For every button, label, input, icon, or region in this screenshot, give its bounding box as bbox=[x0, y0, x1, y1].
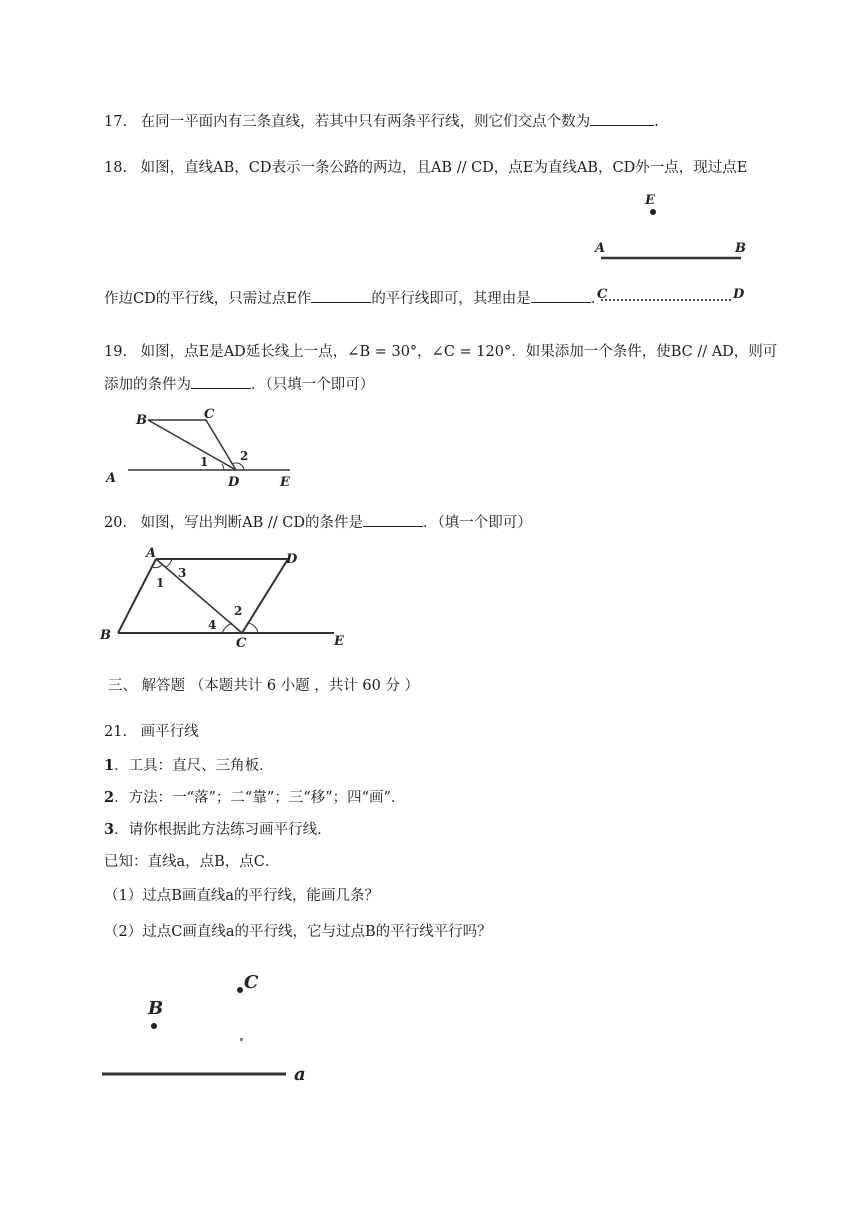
item-text: ．请你根据此方法练习画平行线． bbox=[114, 822, 332, 838]
q21-figure bbox=[98, 962, 328, 1092]
angle-4-label: 4 bbox=[208, 618, 217, 632]
question-number: 18. bbox=[104, 160, 128, 176]
label-E: E bbox=[280, 475, 290, 490]
label-C: C bbox=[597, 287, 608, 302]
label-D: D bbox=[733, 287, 745, 302]
label-E: E bbox=[645, 193, 655, 208]
item-number: 3 bbox=[104, 821, 115, 838]
question-21-title-line bbox=[104, 722, 199, 742]
question-19-line-1 bbox=[104, 342, 777, 362]
label-A: A bbox=[146, 546, 157, 561]
angle-3-arc bbox=[166, 559, 172, 567]
angle-2-label: 2 bbox=[234, 604, 243, 618]
item-text: ．方法：一“落”；二“靠”；三“移”；四“画”． bbox=[114, 790, 406, 806]
question-number: 19. bbox=[104, 344, 128, 360]
question-19-line-2 bbox=[104, 374, 374, 395]
angle-2-label: 2 bbox=[240, 449, 249, 463]
q21-subquestion-2: （2）过点C画直线a的平行线，它与过点B的平行线平行吗？ bbox=[104, 924, 492, 940]
angle-3-label: 3 bbox=[178, 566, 187, 580]
line-AC bbox=[156, 559, 242, 633]
point-C bbox=[237, 987, 243, 993]
question-number: 21. bbox=[104, 724, 128, 740]
label-E: E bbox=[334, 634, 344, 649]
question-18-line-2 bbox=[104, 288, 595, 309]
q21-item-3 bbox=[104, 820, 332, 840]
question-text: 在同一平面内有三条直线，若其中只有两条平行线，则它们交点个数为 bbox=[140, 114, 591, 130]
q21-given: 已知：直线a，点B，点C． bbox=[104, 854, 280, 870]
label-A: A bbox=[595, 241, 606, 256]
point-E bbox=[650, 209, 656, 215]
answer-blank[interactable] bbox=[590, 111, 654, 126]
label-B: B bbox=[735, 241, 746, 256]
label-B: B bbox=[148, 998, 164, 1019]
angle-4-arc bbox=[222, 623, 232, 633]
question-number: 17. bbox=[104, 114, 128, 130]
question-text: ．（只填一个即可） bbox=[251, 377, 375, 393]
answer-blank-2[interactable] bbox=[531, 288, 591, 303]
item-number: 2 bbox=[104, 789, 115, 806]
question-20 bbox=[104, 512, 532, 533]
q19-figure bbox=[100, 402, 310, 492]
q21-item-2 bbox=[104, 788, 405, 808]
question-text: 作边CD的平行线，只需过点E作 bbox=[104, 291, 312, 307]
q18-figure bbox=[585, 188, 755, 308]
question-text: 如图，点E是AD延长线上一点，∠B = 30°，∠C = 120°．如果添加一个条件，使BC // AD，则可 bbox=[140, 344, 778, 360]
label-A: A bbox=[106, 471, 117, 486]
line-AB bbox=[118, 559, 156, 633]
q20-figure bbox=[98, 543, 358, 651]
label-C: C bbox=[244, 972, 259, 993]
small-mark bbox=[240, 1038, 243, 1041]
label-C: C bbox=[204, 407, 215, 422]
label-D: D bbox=[228, 475, 240, 490]
question-title: 画平行线 bbox=[140, 724, 199, 740]
label-C: C bbox=[236, 636, 247, 651]
angle-1-label: 1 bbox=[200, 455, 209, 469]
question-text: 如图，直线AB，CD表示一条公路的两边，且AB // CD，点E为直线AB，CD外一点，现过点E bbox=[140, 160, 748, 176]
answer-blank[interactable] bbox=[191, 374, 251, 389]
angle-1-arc bbox=[222, 464, 224, 470]
label-B: B bbox=[100, 628, 111, 643]
question-text: 添加的条件为 bbox=[104, 377, 191, 393]
item-number: 1 bbox=[104, 757, 115, 774]
question-text: 的平行线即可，其理由是 bbox=[371, 291, 531, 307]
angle-1-label: 1 bbox=[156, 576, 165, 590]
answer-blank-1[interactable] bbox=[311, 288, 371, 303]
item-text: ．工具：直尺、三角板． bbox=[114, 758, 274, 774]
label-a: a bbox=[294, 1064, 306, 1085]
line-CD bbox=[206, 420, 236, 470]
q21-subquestion-1: （1）过点B画直线a的平行线，能画几条？ bbox=[104, 888, 380, 904]
question-18-line-1 bbox=[104, 158, 747, 178]
question-end: . bbox=[654, 114, 659, 130]
label-B: B bbox=[136, 413, 147, 428]
line-BD bbox=[148, 420, 236, 470]
point-B bbox=[151, 1023, 157, 1029]
angle-2-arc bbox=[248, 623, 258, 633]
section-heading: 三、 解答题 （本题共计 6 小题 ，共计 60 分 ） bbox=[108, 678, 420, 694]
question-text: ．（填一个即可） bbox=[422, 515, 532, 531]
question-number: 20. bbox=[104, 515, 128, 531]
label-D: D bbox=[286, 552, 298, 567]
line-DC bbox=[242, 559, 288, 633]
question-end: . bbox=[590, 291, 596, 307]
question-text: 如图，写出判断AB // CD的条件是 bbox=[140, 515, 363, 531]
question-17 bbox=[104, 111, 659, 132]
answer-blank[interactable] bbox=[363, 512, 423, 527]
q21-item-1 bbox=[104, 756, 274, 776]
